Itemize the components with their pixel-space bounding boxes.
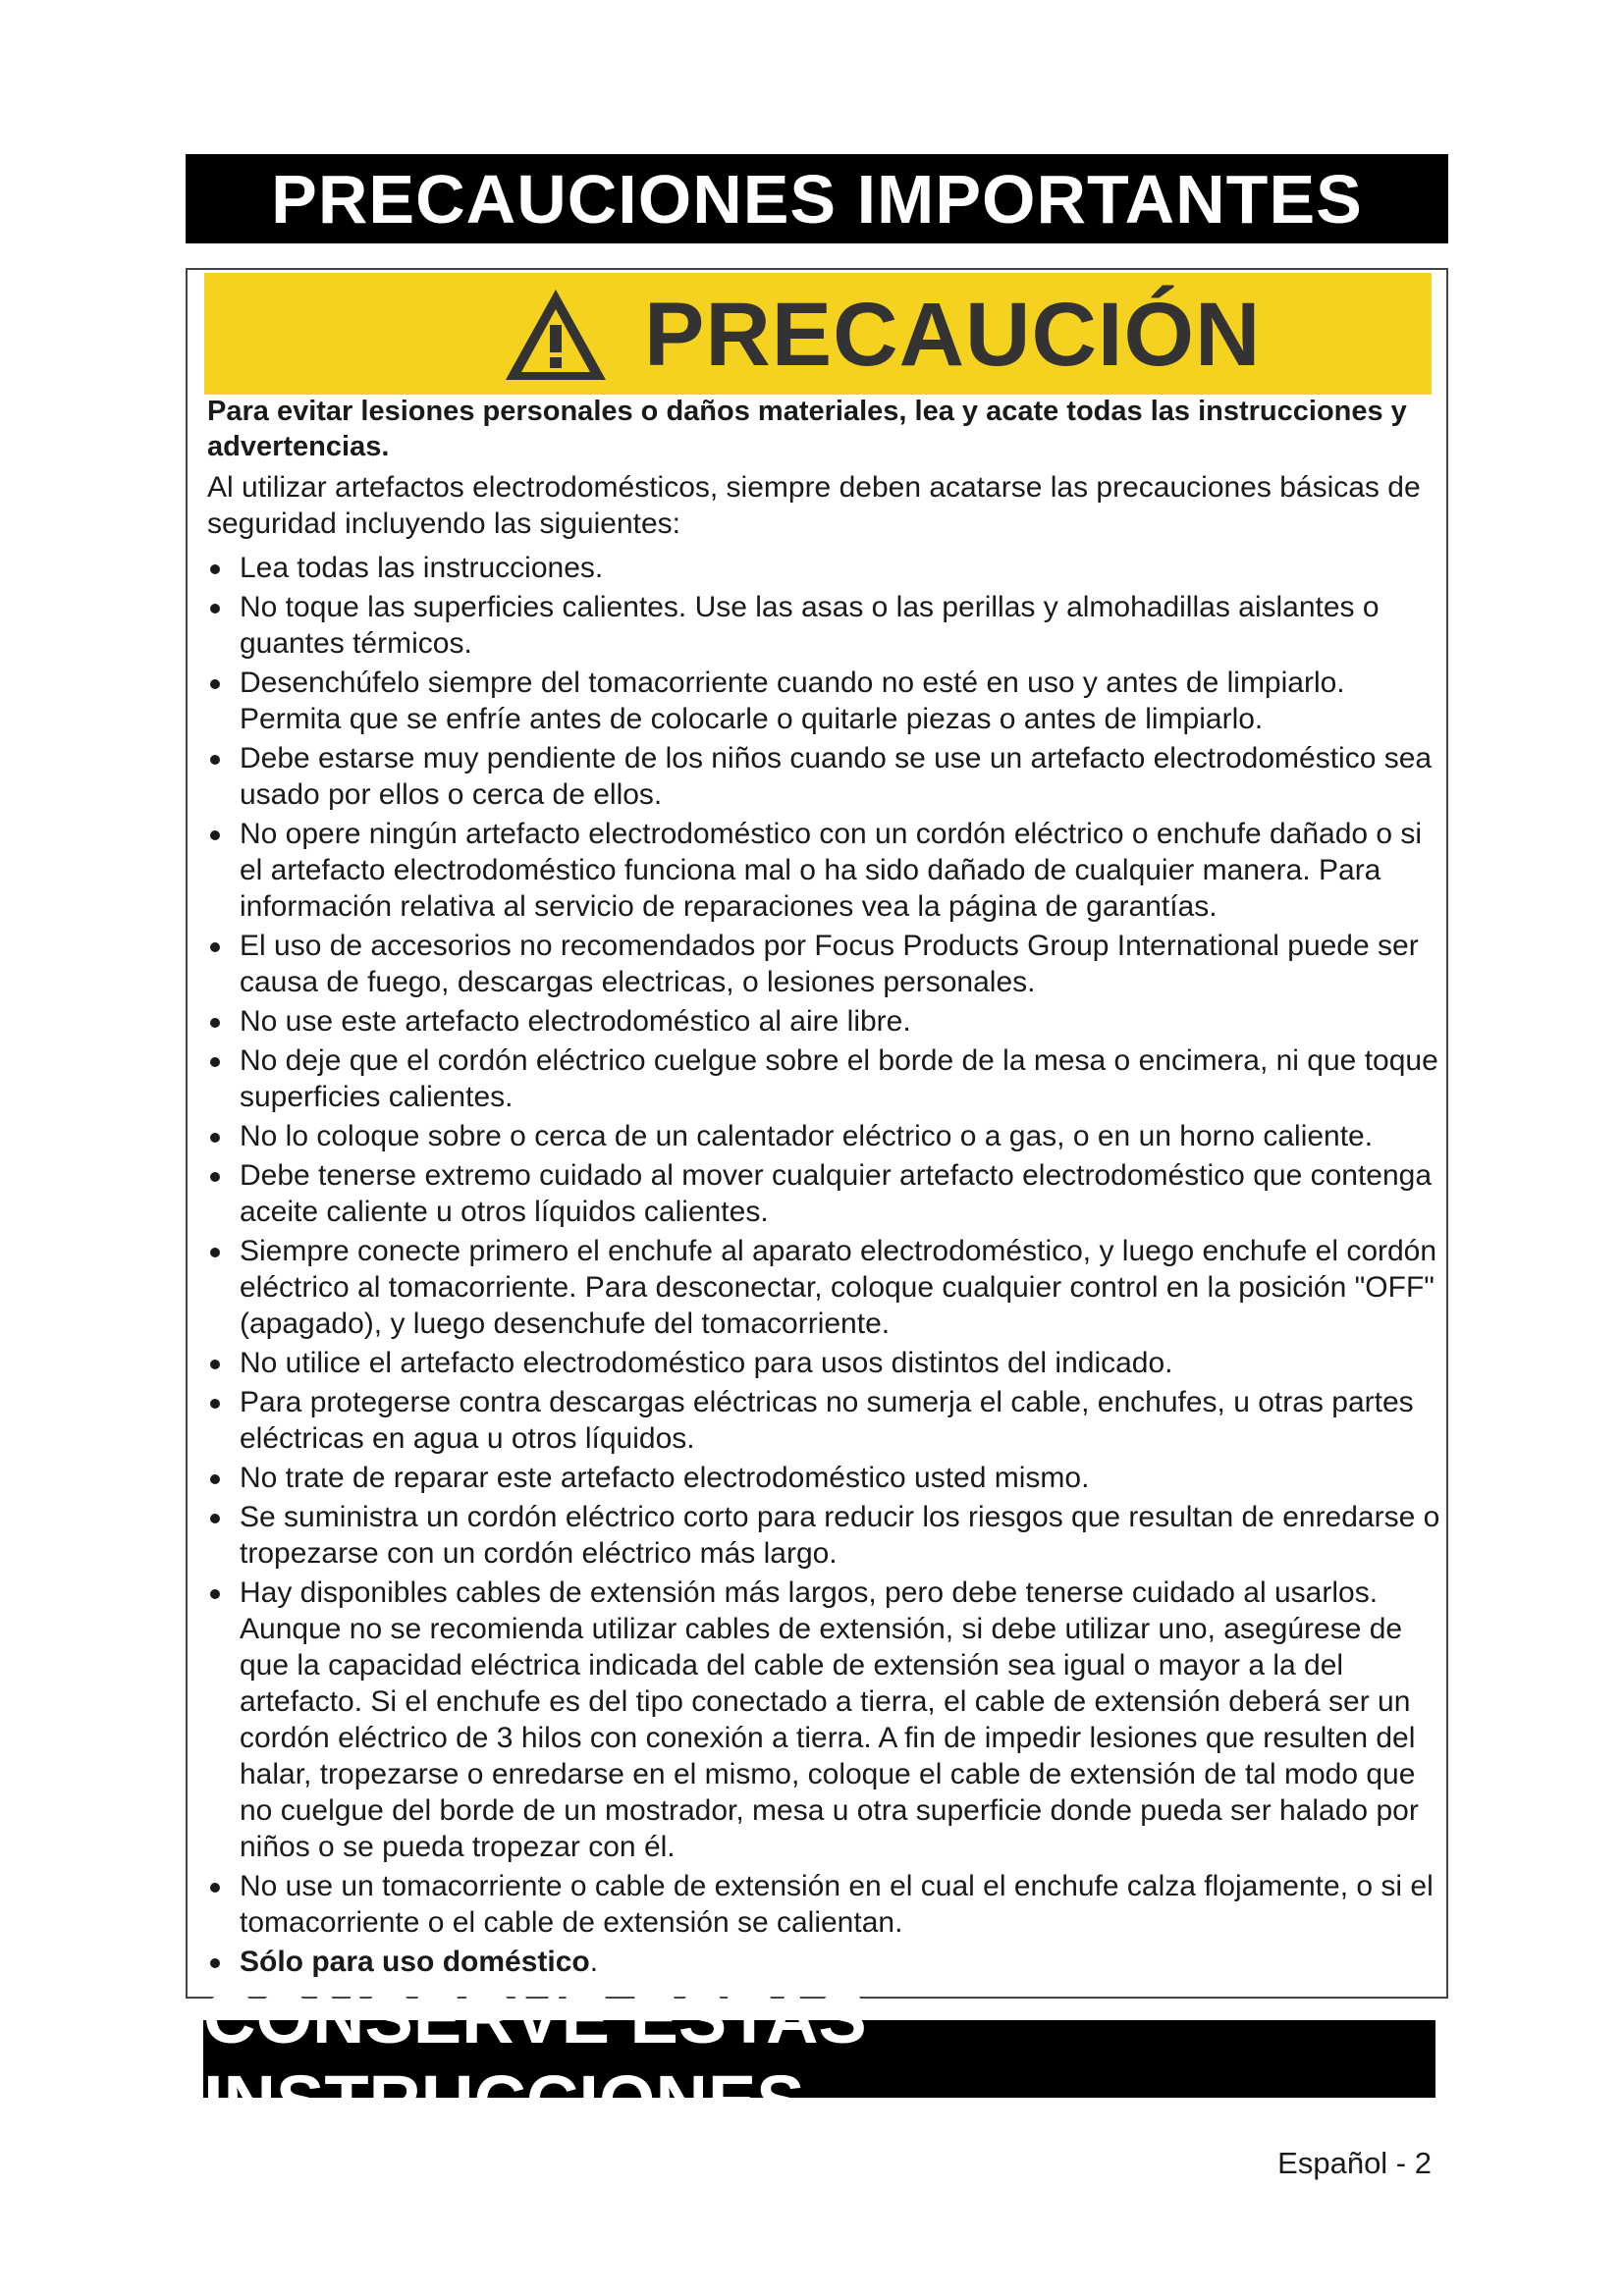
list-item-household-use: Sólo para uso doméstico.	[207, 1944, 1444, 1980]
list-item: No utilice el artefacto electrodoméstico para usos distintos del indicado.	[207, 1345, 1444, 1381]
bullet-dot-icon	[210, 1057, 220, 1067]
list-item: El uso de accesorios no recomendados por Focus Products Group International puede ser causa de fuego, descargas electricas, o lesiones personales.	[207, 928, 1444, 1000]
bullet-dot-icon	[210, 1248, 220, 1257]
warning-triangle-icon	[502, 286, 610, 384]
bullet-dot-icon	[210, 830, 220, 840]
bullet-dot-icon	[210, 1018, 220, 1028]
intro-text: Al utilizar artefactos electrodomésticos, siempre deben acatarse las precauciones básicas de seguridad incluyendo las siguientes:	[207, 471, 1421, 540]
bullet-dot-icon	[210, 1958, 220, 1968]
safety-content	[207, 394, 1444, 1983]
list-item: Desenchúfelo siempre del tomacorriente cuando no esté en uso y antes de limpiarlo. Permita que se enfríe antes de colocarle o quitarle piezas o antes de limpiarlo.	[207, 665, 1444, 737]
list-item: Para protegerse contra descargas eléctricas no sumerja el cable, enchufes, u otras partes eléctricas en agua u otros líquidos.	[207, 1384, 1444, 1457]
list-item: No trate de reparar este artefacto electrodoméstico usted mismo.	[207, 1460, 1444, 1496]
list-item: No lo coloque sobre o cerca de un calentador eléctrico o a gas, o en un horno caliente.	[207, 1118, 1444, 1154]
bullet-dot-icon	[210, 679, 220, 689]
list-item: No deje que el cordón eléctrico cuelgue sobre el borde de la mesa o encimera, ni que toque superficies calientes.	[207, 1042, 1444, 1115]
bullet-dot-icon	[210, 564, 220, 574]
bullet-dot-icon	[210, 942, 220, 952]
intro-bold-line: Para evitar lesiones personales o daños materiales, lea y acate todas las instrucciones y advertencias.	[207, 396, 1407, 462]
bullet-dot-icon	[210, 1514, 220, 1523]
safety-bullet-list	[207, 550, 1444, 1980]
bullet-dot-icon	[210, 1883, 220, 1893]
bullet-dot-icon	[210, 1474, 220, 1484]
bullet-dot-icon	[210, 1172, 220, 1182]
list-item: Debe tenerse extremo cuidado al mover cualquier artefacto electrodoméstico que contenga aceite caliente u otros líquidos calientes.	[207, 1157, 1444, 1230]
page-number: Español - 2	[1277, 2146, 1432, 2180]
bullet-dot-icon	[210, 1589, 220, 1599]
list-item: No use este artefacto electrodoméstico al aire libre.	[207, 1003, 1444, 1040]
household-use-label: Sólo para uso doméstico	[240, 1946, 590, 1978]
list-item: Lea todas las instrucciones.	[207, 550, 1444, 586]
list-item: Debe estarse muy pendiente de los niños cuando se use un artefacto electrodoméstico sea usado por ellos o cerca de ellos.	[207, 740, 1444, 813]
bullet-dot-icon	[210, 1133, 220, 1143]
caution-band	[204, 273, 1432, 395]
list-item: No opere ningún artefacto electrodoméstico con un cordón eléctrico o enchufe dañado o si el artefacto electrodoméstico funciona mal o ha sido dañado de cualquier manera. Para información relativa al servicio de reparaciones vea la página de garantías.	[207, 816, 1444, 925]
list-item: No use un tomacorriente o cable de extensión en el cual el enchufe calza flojamente, o si el tomacorriente o el cable de extensión se calientan.	[207, 1868, 1444, 1941]
list-item: No toque las superficies calientes. Use las asas o las perillas y almohadillas aislantes o guantes térmicos.	[207, 589, 1444, 662]
list-item: Se suministra un cordón eléctrico corto para reducir los riesgos que resultan de enredarse o tropezarse con un cordón eléctrico más largo.	[207, 1499, 1444, 1572]
caution-label: PRECAUCIÓN	[644, 285, 1262, 385]
bullet-dot-icon	[210, 1360, 220, 1369]
keep-instructions-banner: CONSERVE ESTAS INSTRUCCIONES	[203, 2020, 1435, 2098]
list-item: Hay disponibles cables de extensión más largos, pero debe tenerse cuidado al usarlos. Aunque no se recomienda utilizar cables de extensión, si debe utilizar uno, asegúrese de que la capacidad eléctrica indicada del cable de extensión sea igual o mayor a la del artefacto. Si el enchufe es del tipo conectado a tierra, el cable de extensión deberá ser un cordón eléctrico de 3 hilos con conexión a tierra. A fin de impedir lesiones que resulten del halar, tropezarse o enredarse en el mismo, coloque el cable de extensión de tal modo que no cuelgue del borde de un mostrador, mesa u otra superficie donde pueda ser halado por niños o se pueda tropezar con él.	[207, 1575, 1444, 1865]
bullet-dot-icon	[210, 755, 220, 765]
list-item: Siempre conecte primero el enchufe al aparato electrodoméstico, y luego enchufe el cordón eléctrico al tomacorriente. Para desconectar, coloque cualquier control en la posición "OFF" (apagado), y luego desenchufe del tomacorriente.	[207, 1233, 1513, 1342]
bullet-dot-icon	[210, 604, 220, 614]
page-title: PRECAUCIONES IMPORTANTES	[186, 154, 1448, 243]
bullet-dot-icon	[210, 1399, 220, 1409]
